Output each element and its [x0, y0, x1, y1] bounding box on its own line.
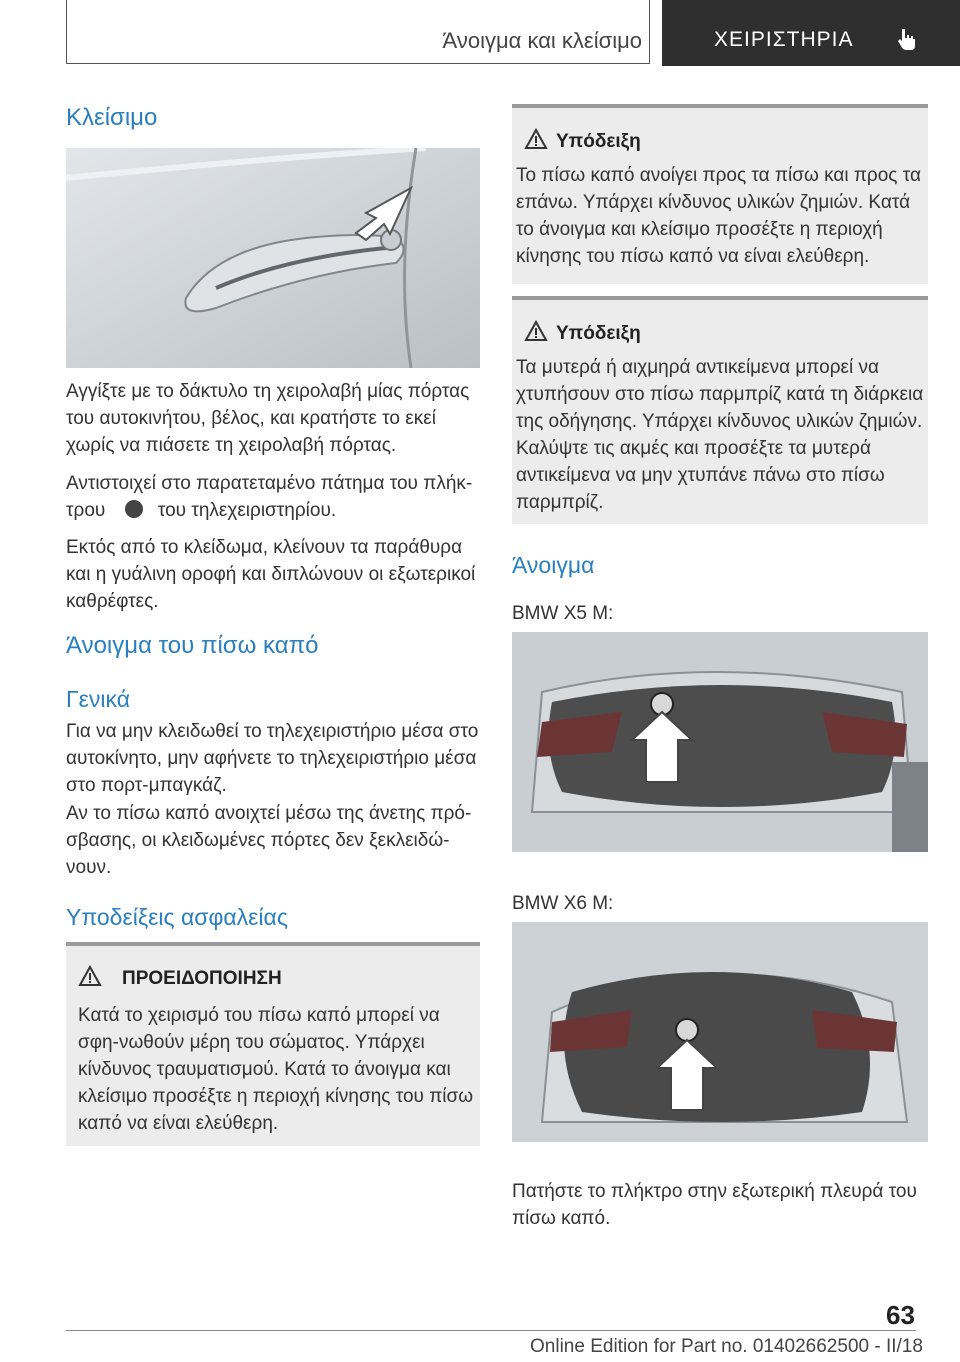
general-heading: Γενικά [66, 686, 131, 712]
x6-label: BMW X6 M: [512, 893, 614, 914]
warning-title: ΠΡΟΕΙΔΟΠΟΙΗΣΗ [122, 968, 282, 989]
paragraph-key-inside: Για να μην κλειδωθεί το τηλεχειριστήριο μέσα στο αυτοκίνητο, μην αφήνετε το τηλεχειριστήριο μέσα στο πορτ-μπαγκάζ. [66, 721, 479, 796]
closing-heading: Κλείσιμο [66, 104, 158, 131]
bmw-x5-tailgate-photo [512, 632, 928, 852]
warning-text: Κατά το χειρισμό του πίσω καπό μπορεί να σφη-νωθούν μέρη του σώματος. Υπάρχει κίνδυνος τραυματισμού. Κατά το άνοιγμα και κλείσιμο προσέξτε η περιοχή κίνησης του πίσω καπό να είναι ελεύθερη. [78, 1005, 474, 1134]
bmw-x6-tailgate-photo [512, 922, 928, 1142]
paragraph-comfort-access: Αν το πίσω καπό ανοιχτεί μέσω της άνετης πρό-σβασης, οι κλειδωμένες πόρτες δεν ξεκλειδώ-νουν. [66, 803, 472, 878]
warning-triangle-icon [524, 128, 548, 150]
lock-button-icon [125, 500, 143, 518]
text-fragment: του τηλεχειριστηρίου. [157, 500, 337, 521]
x5-label: BMW X5 M: [512, 603, 614, 624]
tailgate-heading: Άνοιγμα του πίσω καπό [66, 632, 319, 659]
hand-pointer-icon [895, 26, 921, 52]
text-fragment: τρου [66, 500, 106, 521]
paragraph-touch-handle: Αγγίξτε με το δάκτυλο τη χειρολαβή μίας πόρτας του αυτοκινήτου, βέλος, και κρατήστε το εκεί χωρίς να πιάσετε τη χειρολαβή πόρτας. [66, 381, 470, 456]
paragraph-long-press: Αντιστοιχεί στο παρατεταμένο πάτημα του πλήκ- [66, 473, 473, 494]
note2-title: Υπόδειξη [556, 323, 641, 344]
footer-rule [66, 1330, 916, 1331]
section-title: ΧΕΙΡΙΣΤΗΡΙΑ [714, 28, 854, 51]
door-handle-photo [66, 148, 480, 368]
note1-text: Το πίσω καπό ανοίγει προς τα πίσω και προς τα επάνω. Υπάρχει κίνδυνος υλικών ζημιών. Κατά το άνοιγμα και κλείσιμο προσέξτε η περιοχή κίνησης του πίσω καπό να είναι ελεύθερη. [516, 165, 921, 267]
paragraph-windows-close: Εκτός από το κλείδωμα, κλείνουν τα παράθυρα και η γυάλινη οροφή και διπλώνουν οι εξωτερικοί καθρέφτες. [66, 537, 476, 612]
paragraph-long-press-cont [66, 497, 480, 524]
page-number: 63 [886, 1300, 915, 1330]
warning-triangle-icon [524, 320, 548, 342]
edition-text: Online Edition for Part no. 01402662500 - II/18 [530, 1336, 923, 1357]
warning-triangle-icon [78, 965, 102, 987]
note1-title: Υπόδειξη [556, 131, 641, 152]
paragraph-press-button: Πατήστε το πλήκτρο στην εξωτερική πλευρά του πίσω καπό. [512, 1181, 917, 1229]
opening-heading: Άνοιγμα [512, 552, 595, 578]
safety-heading: Υποδείξεις ασφαλείας [66, 904, 288, 930]
note2-text: Τα μυτερά ή αιχμηρά αντικείμενα μπορεί να χτυπήσουν στο πίσω παρμπρίζ κατά τη διάρκεια της οδήγησης. Υπάρχει κίνδυνος υλικών ζημιών. Καλύψτε τις ακμές και προσέξτε τα μυτερά αντικείμενα να μην χτυπάνε πάνω στο πίσω παρμπρίζ. [516, 357, 924, 513]
breadcrumb: Άνοιγμα και κλείσιμο [442, 28, 642, 53]
